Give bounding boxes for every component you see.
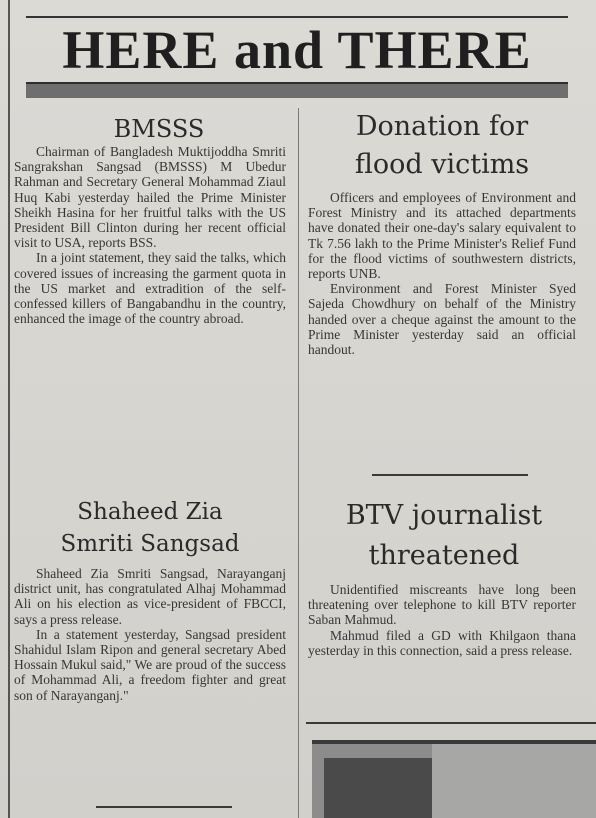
headline-donation-line-1: Donation for bbox=[355, 111, 529, 142]
headline-shaheed-zia-line-2: Smriti Sangsad bbox=[60, 531, 240, 557]
headline-donation-line-2: flood victims bbox=[354, 149, 530, 180]
article-shaheed-zia-paragraph-1: Shaheed Zia Smriti Sangsad, Narayanganj district unit, has congratulated Alhaj Mohammad Ali on his election as vice-president of FBCCI, says a press release. bbox=[14, 566, 286, 627]
article-shaheed-zia-body bbox=[14, 566, 286, 703]
headline-btv-line-2: threatened bbox=[368, 540, 520, 571]
article-separator-rule bbox=[96, 806, 232, 808]
headline-shaheed-zia-line-1: Shaheed Zia bbox=[77, 499, 223, 525]
headline-donation bbox=[306, 108, 578, 184]
photo-region-dark bbox=[324, 758, 432, 818]
headline-shaheed-zia bbox=[14, 496, 286, 560]
photo-frame-top bbox=[312, 740, 596, 744]
headline-btv bbox=[306, 496, 582, 576]
column-border-left bbox=[8, 0, 10, 818]
masthead-rule-thick bbox=[26, 84, 568, 98]
article-bmsss-body bbox=[14, 144, 286, 326]
article-btv-body bbox=[308, 582, 576, 658]
article-donation-body bbox=[308, 190, 576, 357]
news-photo bbox=[312, 740, 596, 818]
section-bottom-rule bbox=[306, 722, 596, 724]
headline-bmsss: BMSSS bbox=[113, 115, 205, 143]
article-donation-paragraph-2: Environment and Forest Minister Syed Sajeda Chowdhury on behalf of the Ministry handed over a cheque against the amount to the Prime Minister yesterday said an official handout. bbox=[308, 281, 576, 358]
article-btv-paragraph-2: Mahmud filed a GD with Khilgaon thana yesterday in this connection, said a press release. bbox=[308, 627, 576, 658]
article-bmsss-paragraph-1: Chairman of Bangladesh Muktijoddha Smriti Sangrakshan Sangsad (BMSSS) M Ubedur Rahman and Secretary General Mohammad Ziaul Huq Kabi yesterday hailed the Prime Minister Sheikh Hasina for her fruitful talks with the US President Bill Clinton during her recent official visit to USA, reports BSS. bbox=[14, 144, 286, 251]
column-divider bbox=[298, 108, 299, 818]
article-btv-paragraph-1: Unidentified miscreants have long been threatening over telephone to kill BTV reporter Saban Mahmud. bbox=[308, 582, 576, 628]
photo-region-light bbox=[432, 740, 596, 818]
section-masthead: HERE and THERE bbox=[62, 20, 532, 80]
article-donation-paragraph-1: Officers and employees of Environment and Forest Ministry and its attached departments have donated their one-day's salary equivalent to Tk 7.56 lakh to the Prime Minister's Relief Fund for the flood victims of southwestern districts, reports UNB. bbox=[308, 190, 576, 282]
article-shaheed-zia-paragraph-2: In a statement yesterday, Sangsad president Shahidul Islam Ripon and general secretary Abed Hossain Mukul said," We are proud of the success of Mohammad Ali, a freedom fighter and great son of Narayanganj." bbox=[14, 626, 286, 703]
article-separator-rule bbox=[372, 474, 528, 476]
headline-btv-line-1: BTV journalist bbox=[345, 500, 543, 531]
article-bmsss-paragraph-2: In a joint statement, they said the talks, which covered issues of increasing the garment quota in the US market and extradition of the self-confessed killers of Bangabandhu in the country, enhanced the image of the country abroad. bbox=[14, 250, 286, 327]
